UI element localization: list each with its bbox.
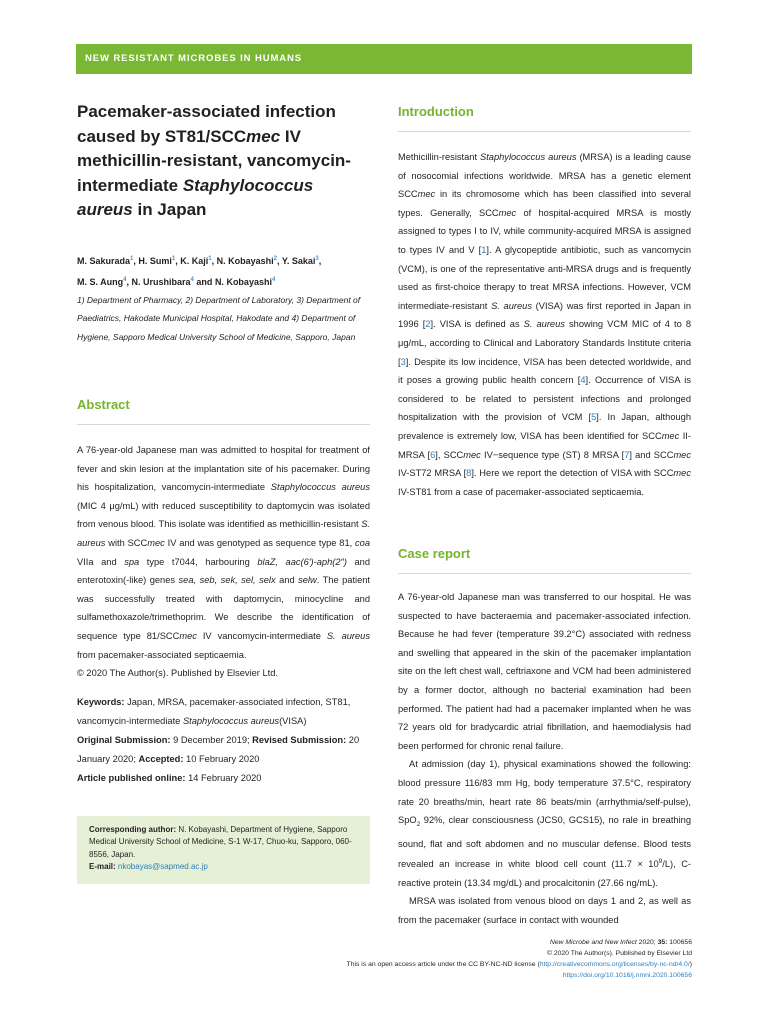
abstract-body xyxy=(77,441,370,683)
license-link[interactable]: http://creativecommons.org/licenses/by-nc-nd/4.0/ xyxy=(539,961,690,968)
introduction-body xyxy=(398,148,691,501)
reference-link[interactable]: 4 xyxy=(580,375,586,386)
case-report-heading: Case report xyxy=(398,546,471,561)
reference-link[interactable]: 7 xyxy=(624,449,630,460)
affiliation-mark: 2 xyxy=(273,255,277,262)
title-part: Staphylococcus aureus xyxy=(77,175,314,219)
footer-copyright: © 2020 The Author(s). Published by Elsevier Ltd xyxy=(546,950,692,957)
reference-link[interactable]: 6 xyxy=(430,449,436,460)
author-name: N. Kobayashi xyxy=(216,255,274,266)
abstract-text: A 76-year-old Japanese man was admitted to hospital for treatment of fever and skin lesion at the implantation site of his pacemaker. During his hospitalization, vancomycin-intermediate Staphylococcus aureus (MIC 4 μg/mL) with reduced susceptibility to daptomycin was isolated from venous blood. This isolate was identified as methicillin-resistant S. aureus with SCCmec IV and was genotyped as sequence type 81, coa VIIa and spa type t7044, harbouring blaZ, aac(6′)-aph(2″) and enterotoxin(-like) genes sea, seb, sek, sel, selx and selw. The patient was successfully treated with daptomycin, minocycline and sulfamethoxazole/trimethoprim. We describe the identification of sequence type 81/SCCmec IV vancomycin-intermediate S. aureus from pacemaker-associated septicaemia. xyxy=(77,445,371,660)
divider xyxy=(77,424,370,425)
divider xyxy=(398,573,691,574)
introduction-heading: Introduction xyxy=(398,104,474,119)
introduction-text: Methicillin-resistant Staphylococcus aureus (MRSA) is a leading cause of nosocomial infections worldwide. MRSA has a genetic element SCCmec in its chromosome which has been classified into several types. Generally, SCCmec of hospital-acquired MRSA is mostly assigned to types I to IV, while community-acquired MRSA is assigned to types IV and V [1]. A glycopeptide antibiotic, such as vancomycin (VCM), is one of the representative anti-MRSA drugs and is frequently used as first-choice therapy to treat MRSA infections. However, VCM intermediate-resistant S. aureus (VISA) was first reported in Japan in 1996 [2]. VISA is defined as S. aureus showing VCM MIC of 4 to 8 μg/mL, according to Clinical and Laboratory Standards Institute criteria [3]. Despite its low incidence, VISA has been detected worldwide, and it poses a growing public health concern [4]. Occurrence of VISA is considered to be related to persistent infections and prolonged hospitalization with the provision of VCM [5]. In Japan, although prevalence is extremely low, VISA has been identified for SCCmec II-MRSA [6], SCCmec IV−sequence type (ST) 8 MRSA [7] and SCCmec IV-ST72 MRSA [8]. Here we report the detection of VISA with SCCmec IV-ST81 from a case of pacemaker-associated septicaemia. xyxy=(398,152,692,497)
case-paragraph: MRSA was isolated from venous blood on days 1 and 2, as well as from the pacemaker (surface in contact with wounded xyxy=(398,896,691,926)
submission-dates: Original Submission: 9 December 2019; Revised Submission: 20 January 2020; Accepted: 10 February 2020 xyxy=(77,735,360,764)
affiliation-mark: 3 xyxy=(315,255,319,262)
copyright-line: © 2020 The Author(s). Published by Elsevier Ltd. xyxy=(77,668,278,679)
author-name: Y. Sakai xyxy=(281,255,316,266)
case-report-heading-block xyxy=(398,546,691,574)
page-footer xyxy=(347,937,692,981)
keywords-block xyxy=(77,693,370,788)
affiliation-mark: 4 xyxy=(123,276,127,283)
email-link[interactable]: nkobayas@sapmed.ac.jp xyxy=(117,861,208,871)
banner-label: NEW RESISTANT MICROBES IN HUMANS xyxy=(85,53,303,64)
case-paragraph: A 76-year-old Japanese man was transferred to our hospital. He was suspected to have bacteraemia and pacemaker-associated infection. Because he had fever (temperature 39.2°C) associated with redness and swelling that appeared in the skin of the pacemaker implantation site on the left chest wall, ceftriaxone and VCM had been administered by a former doctor, although no bacterial examination had been performed. The patient had had a pacemaker implanted when he was 72 years old for bradycardic atrial fibrillation, and haemodialysis had been performed for chronic renal failure. xyxy=(398,592,691,751)
author-name: N. Urushibara xyxy=(131,276,191,287)
affiliation-mark: 4 xyxy=(190,276,194,283)
title-part: Pacemaker-associated infection caused by ST81/SCC xyxy=(77,102,336,146)
author-name: H. Sumi xyxy=(138,255,172,266)
affiliation-mark: 1 xyxy=(208,255,212,262)
author-name: N. Kobayashi xyxy=(214,276,272,287)
author-name: K. Kaji xyxy=(180,255,209,266)
doi-line xyxy=(347,970,692,981)
left-column xyxy=(77,100,370,346)
affiliation-mark: 1 xyxy=(171,255,176,262)
title-part: mec xyxy=(246,126,281,146)
doi-link[interactable]: https://doi.org/10.1016/j.nmni.2020.100656 xyxy=(562,972,692,979)
author-name: M. S. Aung xyxy=(77,276,124,287)
title-part: in Japan xyxy=(132,200,207,219)
reference-link[interactable]: 2 xyxy=(425,319,431,330)
abstract-heading: Abstract xyxy=(77,397,130,412)
affiliations: 1) Department of Pharmacy, 2) Department of Laboratory, 3) Department of Paediatrics, Hakodate Municipal Hospital, Hakodate and 4) Department of Hygiene, Sapporo Medical University School of Medicine, Sapporo, Japan xyxy=(77,294,361,342)
author-list: M. Sakurada$^1$, H. Sumi$^1$, K. Kaji$^1$, N. Kobayashi$^2$, Y. Sakai$^3$, M. S. Aung$^4$, N. Urushibara$^4$ and N. Kobayashi$^4$ xyxy=(77,255,322,287)
section-banner xyxy=(76,44,692,74)
license-line: This is an open access article under the CC BY-NC-ND license (http://creativecommons.org/licenses/by-nc-nd/4.0/) xyxy=(346,961,692,968)
corresponding-author-box xyxy=(77,816,370,884)
introduction-heading-block xyxy=(398,104,691,132)
divider xyxy=(398,131,691,132)
keywords-line: Keywords: Japan, MRSA, pacemaker-associated infection, ST81, vancomycin-intermediate Staphylococcus aureus(VISA) xyxy=(77,697,351,726)
journal-citation: New Microbe and New Infect 2020; 35: 100656 xyxy=(549,939,692,946)
case-report-body xyxy=(398,588,691,930)
author-conjunction: and xyxy=(196,276,213,287)
reference-link[interactable]: 3 xyxy=(400,356,406,367)
reference-link[interactable]: 5 xyxy=(591,412,597,423)
affiliation-mark: 1 xyxy=(130,255,134,262)
case-paragraph: At admission (day 1), physical examinations showed the following: blood pressure 116/83 mm Hg, body temperature 37.5°C, respiratory rate 20 breaths/min, heart rate 86 beats/min (arrhythmia/self-pulse), SpO$_2$ 92%, clear consciousness (JCS0, GCS15), no rale in breathing sound, flat and soft abdomen and no muscular defense. Blood tests revealed an increase in white blood cell count $(11.7 \times 10^9/L)$, C-reactive protein (13.34 mg/dL) and procalcitonin (27.66 ng/mL). xyxy=(398,759,692,888)
reference-link[interactable]: 8 xyxy=(466,468,472,479)
reference-link[interactable]: 1 xyxy=(481,244,487,255)
article-title xyxy=(77,100,370,223)
publication-date: Article published online: 14 February 2020 xyxy=(77,773,262,783)
author-name: M. Sakurada xyxy=(77,255,131,266)
title-part: IV methicillin-resistant, vancomycin-intermediate xyxy=(77,126,351,195)
abstract-heading-block xyxy=(77,397,370,425)
affiliation-mark: 4 xyxy=(271,276,276,283)
corresponding-author-text: Corresponding author: N. Kobayashi, Department of Hygiene, Sapporo Medical University School of Medicine, S-1 W-17, Chuo-ku, Sapporo, 060-8556, Japan. E-mail: nkobayas@sapmed.ac.jp xyxy=(89,825,352,871)
